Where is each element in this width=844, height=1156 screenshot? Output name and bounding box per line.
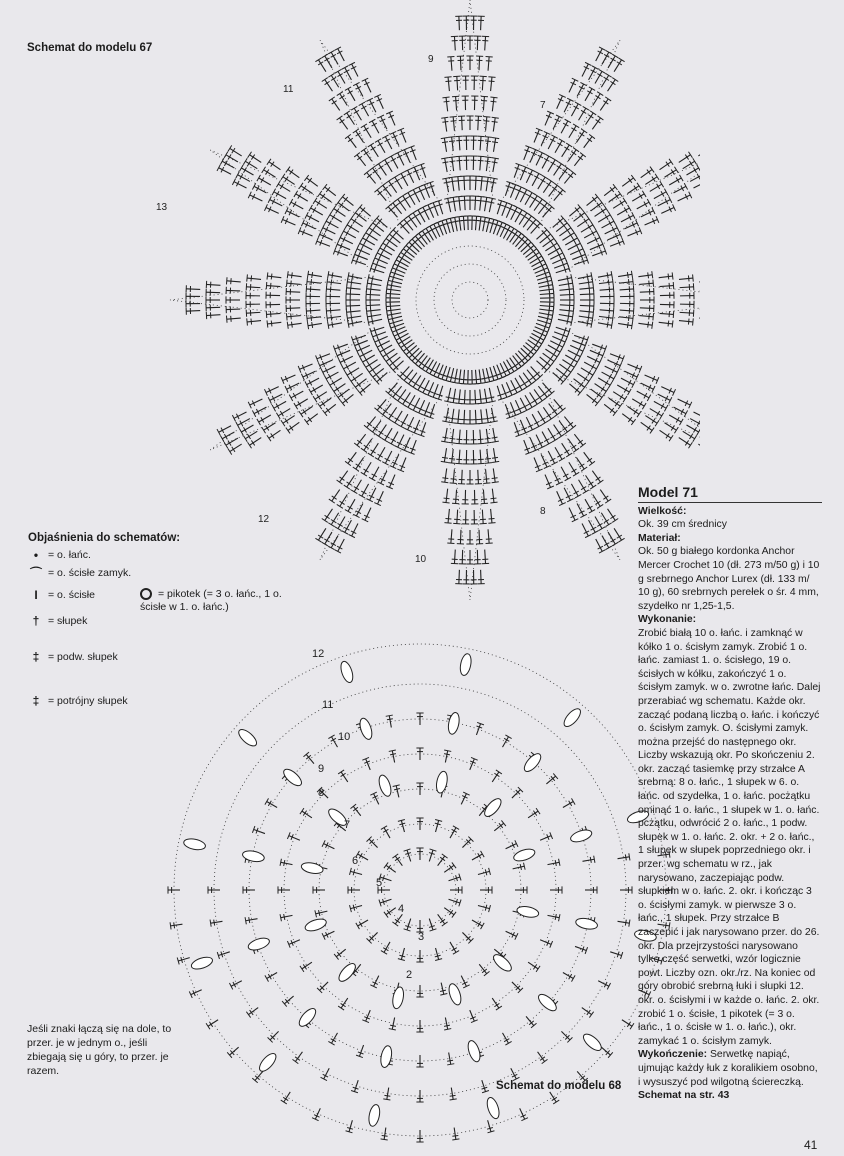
treble-crochet-icon: ‡: [32, 650, 40, 664]
round-number: 7: [540, 100, 546, 111]
legend-item: • = o. łańc.: [28, 548, 91, 562]
single-crochet-icon: I: [34, 588, 38, 602]
round-number: 9: [428, 54, 434, 65]
finishing-label: Wykończenie:: [638, 1049, 708, 1061]
legend-item: ‡ = potrójny słupek: [28, 694, 128, 708]
round-number: 4: [398, 903, 405, 915]
chart-67-title: Schemat do modelu 67: [27, 42, 153, 54]
chart-68-title: Schemat do modelu 68: [496, 1080, 622, 1092]
material-text: Ok. 50 g białego kordonka Anchor Mercer Crochet 10 (dł. 273 m/50 g) i 10 g srebrnego Anchor Lurex (dł. 133 m/ 10 g), 60 srebrnych perełek o śr. 4 mm, szydełko nr 1,25-1,5.: [638, 546, 820, 612]
round-number: 11: [322, 699, 334, 711]
joining-note: Jeśli znaki łączą się na dole, to przer. je w jednym o., jeśli zbiegają się u góry, to przer. je razem.: [27, 1023, 172, 1077]
chain-stitch-icon: •: [33, 548, 39, 562]
round-number: 11: [283, 84, 294, 95]
chart-reference: Schemat na str. 43: [638, 1090, 730, 1102]
slip-stitch-icon: ⌒: [29, 566, 42, 580]
round-number: 6: [352, 855, 359, 867]
picot-icon: [140, 588, 152, 600]
execution-text: Zrobić białą 10 o. łańc. i zamknąć w kółko 1 o. ścisłym zamyk. Zrobić 1 o. łańc. zamiast 1. o. ścisłego, 19 o. ścisłych w kółku, zakończyć 1 o. ścisłym zamyk. w o. zwrotne łańc. Dalej przerabiać wg schematu. Każde okr. zacząć podaną liczbą o. łańc. i kończyć o. ścisłym zamyk. O. ścisłymi zamyk. można przejść do następnego okr. Liczby wskazują okr. Po skończeniu 2. okr. zacząć tasiemkę przy strzałce A srebrną: 8 o. łańc., 1 słupek w 6. o. łańc. od szydełka, 1 o. łańc. pocżątku ominąć 1 o. łańc., 1 słupek w 1. o. łańc. pcżątku, odwrócić 2 o. łańc., 1 podw. słupek w 1. o. łańc. 2. okr. + 2 o. łańc., 1 słupek w słupek poprzedniego okr. i przer. wg schematu w rz., jak narysowano, zaczepiając podw. słupkiem w o. łańc. 2. okr. i kończąc 3 o. ścisłymi zamyk. w pierwsze 3 o. łańc., 1 słupek. Przy strzałce B zaczepić i jak narysowano przer. do 26. okr. Dla przejrzystości narysowano tylko część serwetki, wzór logicznie powt. Liczby ozn. okr./rz. Na koniec od góry obrobić srebrną łuki i słupki 12. okr. o. ścisłymi i w każde o. łańc. 2. okr. zrobić 1 o. ścisłe, 1 pikotek (= 3 o. łańc., 1 o. ścisłe w 1. o. łańc.), okr. zamykać 1 o. ścisłym zamyk.: [638, 627, 821, 1047]
legend-item: I = o. ścisłe: [28, 588, 95, 602]
size-label: Wielkość:: [638, 505, 687, 517]
double-crochet-icon: †: [32, 614, 40, 628]
legend-heading: Objaśnienia do schematów:: [28, 532, 181, 544]
round-number: 10: [415, 554, 427, 565]
round-number: 7: [344, 819, 351, 831]
round-number: 10: [338, 731, 351, 743]
model-title: Model 71: [638, 486, 822, 503]
size-text: Ok. 39 cm średnicy: [638, 519, 727, 531]
round-number: 5: [376, 877, 383, 889]
legend-item: ‡ = podw. słupek: [28, 650, 118, 664]
execution-label: Wykonanie:: [638, 614, 697, 626]
triple-treble-icon: ‡: [32, 694, 40, 708]
round-number: 13: [156, 202, 168, 213]
round-number: 2: [406, 969, 413, 981]
crochet-chart-67: [0, 0, 700, 600]
round-number: 8: [318, 787, 325, 799]
round-number: 12: [258, 514, 270, 525]
material-label: Materiał:: [638, 532, 681, 544]
legend-item: ⌒ = o. ścisłe zamyk.: [29, 566, 132, 580]
page-number: 41: [804, 1138, 818, 1152]
legend-item: † = słupek: [28, 614, 87, 628]
round-number: 9: [318, 763, 325, 775]
model-71-panel: [638, 486, 822, 1103]
round-number: 12: [312, 648, 325, 660]
round-number: 8: [540, 506, 546, 517]
finishing-text: Serwetkę napiąć, ujmując każdy łuk z koralikiem osobno, i wysuszyć pod wilgotną ściereczką.: [638, 1049, 818, 1088]
legend-picot: = pikotek (= 3 o. łańc., 1 o. ścisłe w 1. o. łańc.): [140, 588, 282, 613]
round-number: 3: [418, 931, 425, 943]
